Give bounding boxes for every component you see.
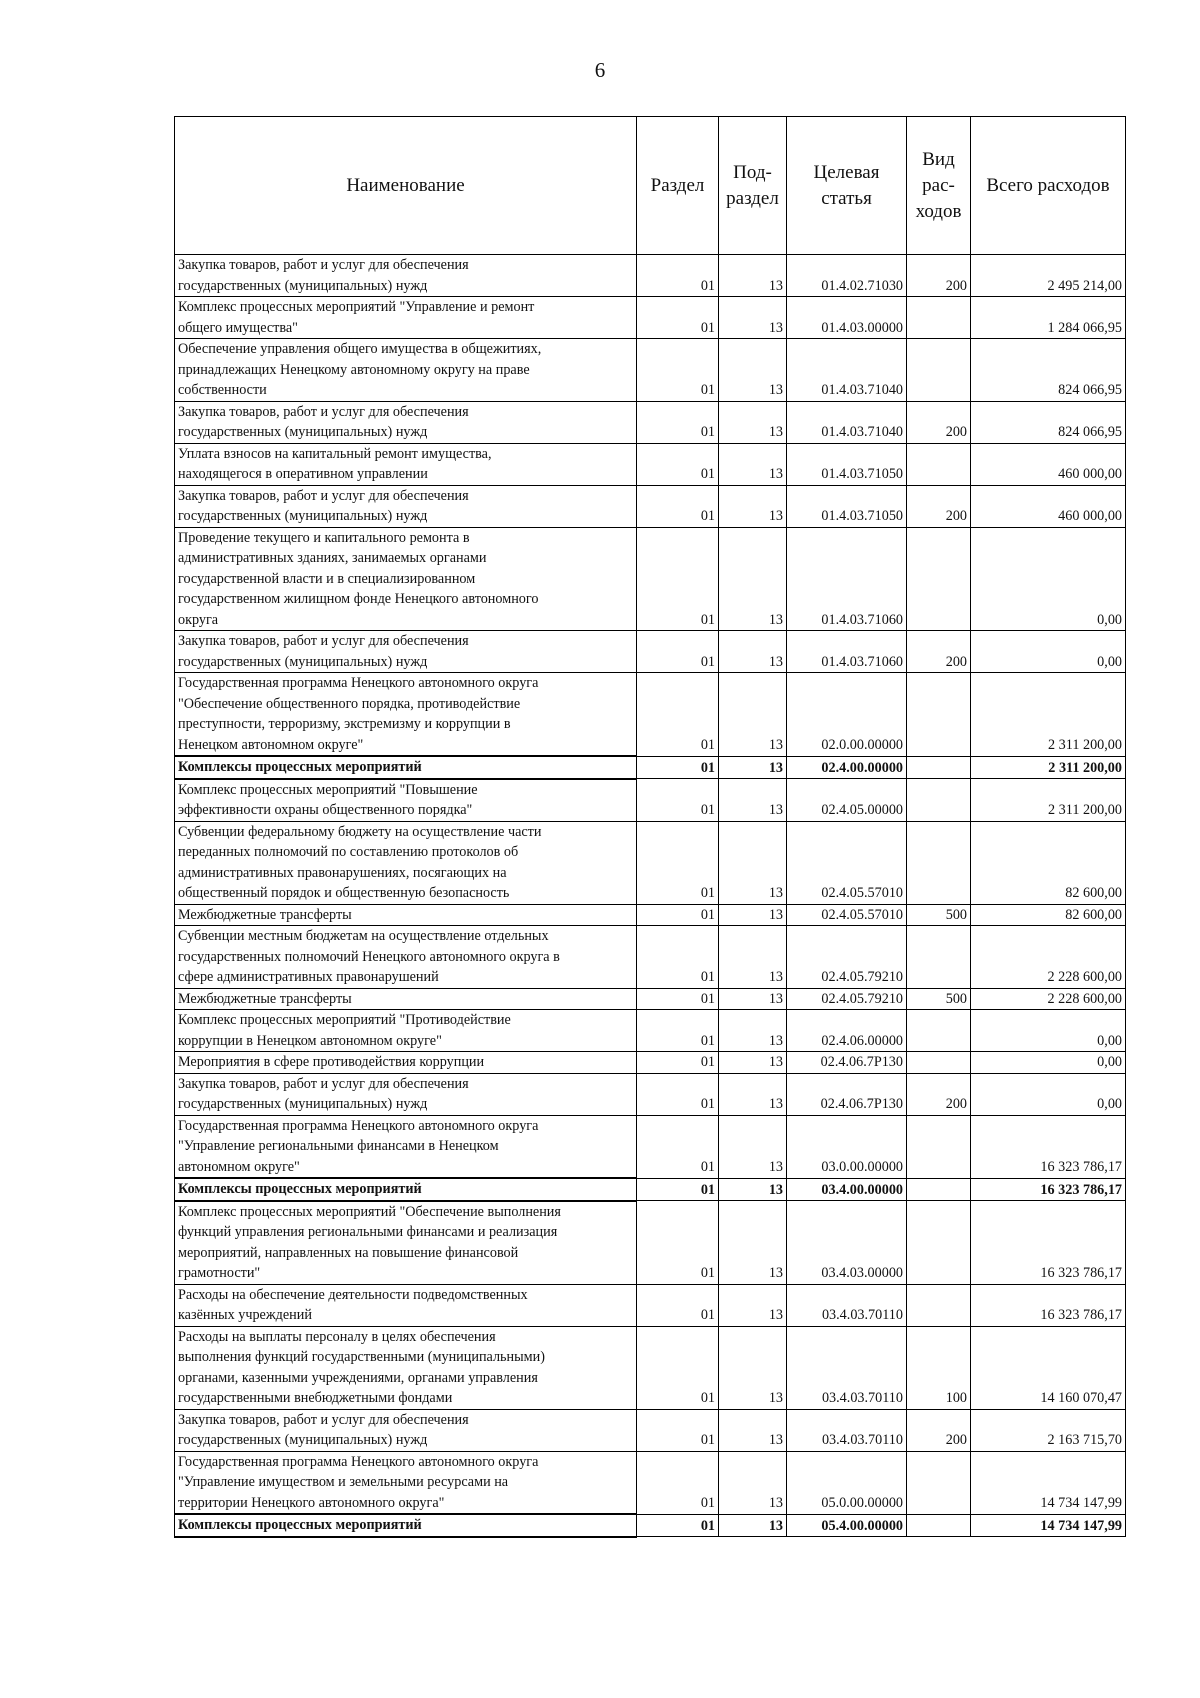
row-target: 03.0.00.00000: [787, 1115, 907, 1178]
row-subsection: 13: [719, 1201, 787, 1285]
table-row: [175, 1451, 1126, 1514]
table-row: [175, 1178, 1126, 1201]
row-kind: [907, 1178, 971, 1201]
table-row: [175, 1115, 1126, 1178]
row-total: 460 000,00: [971, 485, 1126, 527]
row-target: 05.0.00.00000: [787, 1451, 907, 1514]
row-total: 14 734 147,99: [971, 1451, 1126, 1514]
row-kind: [907, 779, 971, 822]
row-subsection: 13: [719, 904, 787, 926]
row-name: Закупка товаров, работ и услуг для обеспечения государственных (муниципальных) нужд: [175, 485, 637, 527]
row-subsection: 13: [719, 1178, 787, 1201]
table-row: [175, 904, 1126, 926]
row-target: 01.4.03.71050: [787, 443, 907, 485]
row-name: Субвенции местным бюджетам на осуществление отдельных государственных полномочий Ненецкого автономного округа в сфере административных правонарушений: [175, 926, 637, 989]
row-subsection: 13: [719, 1514, 787, 1537]
row-section: 01: [637, 485, 719, 527]
row-section: 01: [637, 401, 719, 443]
row-total: 2 311 200,00: [971, 673, 1126, 757]
row-total: 0,00: [971, 1052, 1126, 1074]
header-total: Всего расходов: [971, 117, 1126, 255]
row-kind: [907, 339, 971, 402]
row-name: Закупка товаров, работ и услуг для обеспечения государственных (муниципальных) нужд: [175, 631, 637, 673]
row-target: 01.4.03.00000: [787, 297, 907, 339]
row-name: Проведение текущего и капитального ремонта в административных зданиях, занимаемых органами государственной власти и в специализированном государственном жилищном фонде Ненецкого автономного округа: [175, 527, 637, 631]
row-kind: [907, 1284, 971, 1326]
table-row: [175, 1052, 1126, 1074]
row-total: 2 163 715,70: [971, 1409, 1126, 1451]
row-section: 01: [637, 1409, 719, 1451]
row-target: 02.4.06.00000: [787, 1010, 907, 1052]
row-kind: [907, 1514, 971, 1537]
row-target: 01.4.03.71060: [787, 631, 907, 673]
row-section: 01: [637, 631, 719, 673]
row-kind: 200: [907, 1409, 971, 1451]
table-row: [175, 485, 1126, 527]
row-name: Комплексы процессных мероприятий: [175, 1514, 637, 1537]
row-total: 82 600,00: [971, 821, 1126, 904]
row-subsection: 13: [719, 1326, 787, 1409]
table-row: [175, 1409, 1126, 1451]
row-target: 03.4.03.70110: [787, 1409, 907, 1451]
row-total: 16 323 786,17: [971, 1201, 1126, 1285]
row-kind: [907, 1451, 971, 1514]
row-target: 01.4.03.71040: [787, 339, 907, 402]
row-total: 16 323 786,17: [971, 1178, 1126, 1201]
row-section: 01: [637, 339, 719, 402]
row-section: 01: [637, 673, 719, 757]
row-total: 14 734 147,99: [971, 1514, 1126, 1537]
row-kind: [907, 443, 971, 485]
row-subsection: 13: [719, 1284, 787, 1326]
row-kind: 200: [907, 255, 971, 297]
table-row: [175, 821, 1126, 904]
row-section: 01: [637, 988, 719, 1010]
row-section: 01: [637, 443, 719, 485]
row-subsection: 13: [719, 485, 787, 527]
row-name: Комплекс процессных мероприятий "Повышение эффективности охраны общественного порядка": [175, 779, 637, 822]
header-subsection: Под- раздел: [719, 117, 787, 255]
row-section: 01: [637, 255, 719, 297]
table-row: [175, 673, 1126, 757]
row-total: 824 066,95: [971, 339, 1126, 402]
row-total: 2 228 600,00: [971, 988, 1126, 1010]
header-kind: Вид рас- ходов: [907, 117, 971, 255]
row-total: 2 311 200,00: [971, 779, 1126, 822]
row-subsection: 13: [719, 297, 787, 339]
row-section: 01: [637, 1115, 719, 1178]
row-subsection: 13: [719, 779, 787, 822]
row-target: 01.4.03.71060: [787, 527, 907, 631]
row-target: 02.4.05.79210: [787, 988, 907, 1010]
row-name: Межбюджетные трансферты: [175, 904, 637, 926]
row-kind: [907, 1010, 971, 1052]
row-subsection: 13: [719, 339, 787, 402]
row-name: Закупка товаров, работ и услуг для обеспечения государственных (муниципальных) нужд: [175, 401, 637, 443]
row-section: 01: [637, 1178, 719, 1201]
row-kind: [907, 926, 971, 989]
row-kind: [907, 297, 971, 339]
table-row: [175, 1073, 1126, 1115]
row-kind: 200: [907, 485, 971, 527]
row-name: Комплекс процессных мероприятий "Противодействие коррупции в Ненецком автономном округе": [175, 1010, 637, 1052]
row-section: 01: [637, 926, 719, 989]
row-subsection: 13: [719, 1115, 787, 1178]
row-target: 03.4.03.00000: [787, 1201, 907, 1285]
table-row: [175, 988, 1126, 1010]
row-subsection: 13: [719, 821, 787, 904]
row-total: 0,00: [971, 1073, 1126, 1115]
row-name: Комплексы процессных мероприятий: [175, 756, 637, 779]
table-row: [175, 1010, 1126, 1052]
table-row: [175, 339, 1126, 402]
row-subsection: 13: [719, 926, 787, 989]
table-row: [175, 1284, 1126, 1326]
row-section: 01: [637, 1284, 719, 1326]
row-section: 01: [637, 1514, 719, 1537]
row-kind: 500: [907, 904, 971, 926]
row-section: 01: [637, 297, 719, 339]
table-row: [175, 1326, 1126, 1409]
row-subsection: 13: [719, 1409, 787, 1451]
row-target: 05.4.00.00000: [787, 1514, 907, 1537]
row-section: 01: [637, 756, 719, 779]
row-kind: 100: [907, 1326, 971, 1409]
row-kind: [907, 1052, 971, 1074]
row-subsection: 13: [719, 673, 787, 757]
row-name: Мероприятия в сфере противодействия коррупции: [175, 1052, 637, 1074]
row-target: 03.4.03.70110: [787, 1326, 907, 1409]
row-total: 460 000,00: [971, 443, 1126, 485]
row-subsection: 13: [719, 756, 787, 779]
row-subsection: 13: [719, 401, 787, 443]
row-subsection: 13: [719, 443, 787, 485]
row-total: 2 495 214,00: [971, 255, 1126, 297]
row-subsection: 13: [719, 1073, 787, 1115]
table-row: [175, 443, 1126, 485]
row-kind: 200: [907, 631, 971, 673]
row-target: 02.4.05.79210: [787, 926, 907, 989]
table-row: [175, 1514, 1126, 1537]
row-name: Обеспечение управления общего имущества в общежитиях, принадлежащих Ненецкому автономному округу на праве собственности: [175, 339, 637, 402]
row-total: 1 284 066,95: [971, 297, 1126, 339]
row-name: Комплекс процессных мероприятий "Обеспечение выполнения функций управления региональными финансами и реализация мероприятий, направленных на повышение финансовой грамотности": [175, 1201, 637, 1285]
row-total: 0,00: [971, 527, 1126, 631]
row-section: 01: [637, 1201, 719, 1285]
row-total: 16 323 786,17: [971, 1284, 1126, 1326]
table-row: [175, 527, 1126, 631]
row-subsection: 13: [719, 1010, 787, 1052]
row-target: 02.4.05.00000: [787, 779, 907, 822]
table-row: [175, 756, 1126, 779]
row-section: 01: [637, 904, 719, 926]
row-kind: 200: [907, 1073, 971, 1115]
row-target: 03.4.00.00000: [787, 1178, 907, 1201]
row-name: Уплата взносов на капитальный ремонт имущества, находящегося в оперативном управлении: [175, 443, 637, 485]
row-name: Закупка товаров, работ и услуг для обеспечения государственных (муниципальных) нужд: [175, 255, 637, 297]
header-section: Раздел: [637, 117, 719, 255]
row-section: 01: [637, 779, 719, 822]
row-target: 02.4.05.57010: [787, 821, 907, 904]
row-total: 2 228 600,00: [971, 926, 1126, 989]
table-body: [175, 255, 1126, 1537]
row-target: 01.4.03.71050: [787, 485, 907, 527]
row-subsection: 13: [719, 527, 787, 631]
row-section: 01: [637, 1451, 719, 1514]
row-target: 03.4.03.70110: [787, 1284, 907, 1326]
row-name: Межбюджетные трансферты: [175, 988, 637, 1010]
row-kind: [907, 527, 971, 631]
row-total: 14 160 070,47: [971, 1326, 1126, 1409]
row-section: 01: [637, 527, 719, 631]
row-name: Закупка товаров, работ и услуг для обеспечения государственных (муниципальных) нужд: [175, 1409, 637, 1451]
page-number: 6: [594, 58, 606, 82]
row-kind: [907, 673, 971, 757]
row-kind: 200: [907, 401, 971, 443]
row-target: 01.4.03.71040: [787, 401, 907, 443]
row-total: 824 066,95: [971, 401, 1126, 443]
table-row: [175, 401, 1126, 443]
table-row: [175, 779, 1126, 822]
row-total: 16 323 786,17: [971, 1115, 1126, 1178]
row-subsection: 13: [719, 255, 787, 297]
row-section: 01: [637, 821, 719, 904]
row-name: Субвенции федеральному бюджету на осуществление части переданных полномочий по составлению протоколов об административных правонарушениях, посягающих на общественный порядок и общественную безопасность: [175, 821, 637, 904]
row-subsection: 13: [719, 631, 787, 673]
row-kind: [907, 756, 971, 779]
row-kind: [907, 821, 971, 904]
table-row: [175, 631, 1126, 673]
row-section: 01: [637, 1052, 719, 1074]
row-kind: 500: [907, 988, 971, 1010]
header-name: Наименование: [175, 117, 637, 255]
row-target: 01.4.02.71030: [787, 255, 907, 297]
row-target: 02.4.06.7P130: [787, 1052, 907, 1074]
row-name: Государственная программа Ненецкого автономного округа "Обеспечение общественного порядка, противодействие преступности, терроризму, экстремизму и коррупции в Ненецком автономном округе": [175, 673, 637, 757]
row-target: 02.4.06.7P130: [787, 1073, 907, 1115]
row-total: 0,00: [971, 631, 1126, 673]
row-total: 0,00: [971, 1010, 1126, 1052]
row-name: Расходы на выплаты персоналу в целях обеспечения выполнения функций государственными (муниципальными) органами, казенными учреждениями, органами управления государственными внебюджетными фондами: [175, 1326, 637, 1409]
row-subsection: 13: [719, 1052, 787, 1074]
row-name: Закупка товаров, работ и услуг для обеспечения государственных (муниципальных) нужд: [175, 1073, 637, 1115]
header-target: Целевая статья: [787, 117, 907, 255]
row-target: 02.4.05.57010: [787, 904, 907, 926]
row-target: 02.4.00.00000: [787, 756, 907, 779]
row-name: Комплексы процессных мероприятий: [175, 1178, 637, 1201]
row-section: 01: [637, 1073, 719, 1115]
row-section: 01: [637, 1326, 719, 1409]
budget-table: [174, 116, 1126, 1538]
table-row: [175, 926, 1126, 989]
row-name: Расходы на обеспечение деятельности подведомственных казённых учреждений: [175, 1284, 637, 1326]
row-name: Государственная программа Ненецкого автономного округа "Управление имуществом и земельными ресурсами на территории Ненецкого автономного округа": [175, 1451, 637, 1514]
row-section: 01: [637, 1010, 719, 1052]
table-row: [175, 1201, 1126, 1285]
row-total: 2 311 200,00: [971, 756, 1126, 779]
table-header: [175, 117, 1126, 255]
row-subsection: 13: [719, 988, 787, 1010]
row-target: 02.0.00.00000: [787, 673, 907, 757]
row-kind: [907, 1115, 971, 1178]
row-name: Государственная программа Ненецкого автономного округа "Управление региональными финансами в Ненецком автономном округе": [175, 1115, 637, 1178]
row-kind: [907, 1201, 971, 1285]
row-total: 82 600,00: [971, 904, 1126, 926]
row-subsection: 13: [719, 1451, 787, 1514]
row-name: Комплекс процессных мероприятий "Управление и ремонт общего имущества": [175, 297, 637, 339]
header-row: [175, 117, 1126, 255]
table-row: [175, 255, 1126, 297]
table-row: [175, 297, 1126, 339]
